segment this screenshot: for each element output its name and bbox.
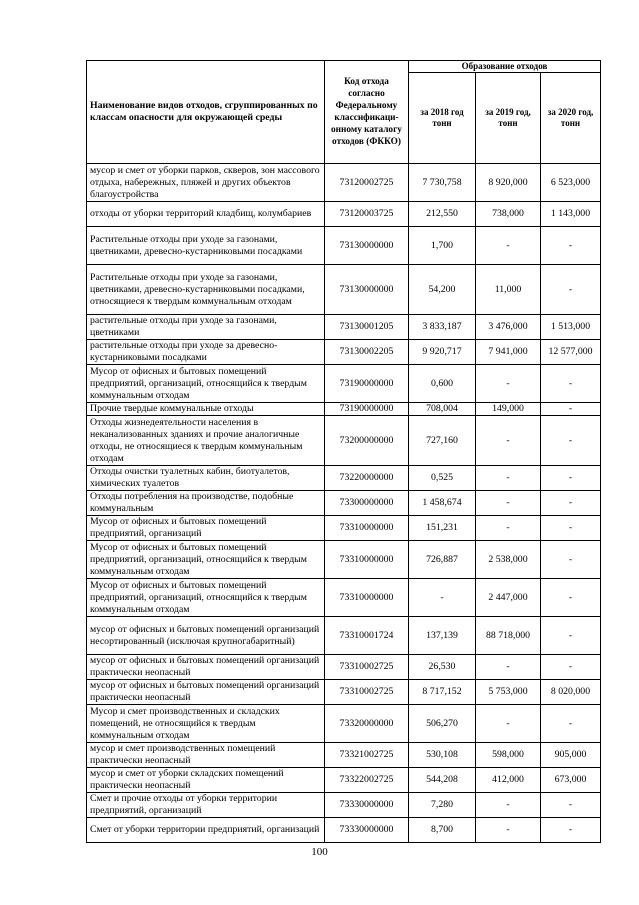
fkko-code-cell: 73120003725 <box>325 202 409 227</box>
value-2019-cell: - <box>476 491 541 516</box>
waste-name-cell: Смет от уборки территории предприятий, организаций <box>87 818 325 843</box>
value-2020-cell: - <box>541 227 601 265</box>
value-2018-cell: 137,139 <box>409 617 476 655</box>
value-2019-cell: 7 941,000 <box>476 340 541 365</box>
value-2020-cell: - <box>541 793 601 818</box>
value-2020-cell: - <box>541 579 601 617</box>
value-2020-cell: 12 577,000 <box>541 340 601 365</box>
value-2020-cell: - <box>541 403 601 416</box>
value-2020-cell: - <box>541 516 601 541</box>
waste-name-cell: мусор от офисных и бытовых помещений организаций несортированный (исключая крупногабаритный) <box>87 617 325 655</box>
table-row <box>87 416 601 466</box>
waste-name-cell: Мусор от офисных и бытовых помещений предприятий, организаций, относящийся к твердым коммунальным отходам <box>87 579 325 617</box>
value-2020-cell: 1 143,000 <box>541 202 601 227</box>
table-row <box>87 516 601 541</box>
waste-name-cell: Мусор от офисных и бытовых помещений предприятий, организаций <box>87 516 325 541</box>
fkko-code-cell: 73330000000 <box>325 793 409 818</box>
fkko-code-cell: 73310002725 <box>325 655 409 680</box>
table-row <box>87 579 601 617</box>
value-2019-cell: - <box>476 793 541 818</box>
value-2019-cell: - <box>476 655 541 680</box>
value-2019-cell: 5 753,000 <box>476 680 541 705</box>
fkko-code-cell: 73322002725 <box>325 768 409 793</box>
table-row <box>87 164 601 202</box>
waste-name-cell: Отходы очистки туалетных кабин, биотуалетов, химических туалетов <box>87 466 325 491</box>
value-2019-cell: - <box>476 818 541 843</box>
value-2018-cell: 544,208 <box>409 768 476 793</box>
value-2020-cell: 673,000 <box>541 768 601 793</box>
value-2020-cell: - <box>541 541 601 579</box>
value-2019-cell: 598,000 <box>476 743 541 768</box>
table-row <box>87 466 601 491</box>
value-2019-cell: 738,000 <box>476 202 541 227</box>
value-2018-cell: 3 833,187 <box>409 315 476 340</box>
table-row <box>87 818 601 843</box>
fkko-code-cell: 73320000000 <box>325 705 409 743</box>
value-2018-cell: - <box>409 579 476 617</box>
waste-name-cell: мусор и смет производственных помещений практически неопасный <box>87 743 325 768</box>
value-2019-cell: 412,000 <box>476 768 541 793</box>
value-2019-cell: 8 920,000 <box>476 164 541 202</box>
waste-name-cell: Отходы потребления на производстве, подобные коммунальным <box>87 491 325 516</box>
value-2019-cell: 2 538,000 <box>476 541 541 579</box>
value-2018-cell: 212,550 <box>409 202 476 227</box>
fkko-code-cell: 73190000000 <box>325 403 409 416</box>
value-2019-cell: - <box>476 416 541 466</box>
header-fkko-code: Код отхода согласно Федеральному классификаци-онному каталогу отходов (ФККО) <box>325 61 409 164</box>
value-2018-cell: 506,270 <box>409 705 476 743</box>
value-2019-cell: - <box>476 227 541 265</box>
table-row <box>87 680 601 705</box>
value-2018-cell: 7 730,758 <box>409 164 476 202</box>
value-2019-cell: - <box>476 705 541 743</box>
fkko-code-cell: 73310000000 <box>325 516 409 541</box>
value-2019-cell: 88 718,000 <box>476 617 541 655</box>
waste-name-cell: Прочие твердые коммунальные отходы <box>87 403 325 416</box>
table-row <box>87 315 601 340</box>
waste-name-cell: мусор от офисных и бытовых помещений организаций практически неопасный <box>87 655 325 680</box>
fkko-code-cell: 73300000000 <box>325 491 409 516</box>
value-2019-cell: 3 476,000 <box>476 315 541 340</box>
header-waste-name: Наименование видов отходов, сгруппированных по классам опасности для окружающей среды <box>87 61 325 164</box>
value-2019-cell: - <box>476 516 541 541</box>
fkko-code-cell: 73310001724 <box>325 617 409 655</box>
waste-name-cell: мусор и смет от уборки складских помещений практически неопасный <box>87 768 325 793</box>
table-row <box>87 617 601 655</box>
table-row <box>87 202 601 227</box>
waste-name-cell: отходы от уборки территорий кладбищ, колумбариев <box>87 202 325 227</box>
value-2020-cell: 905,000 <box>541 743 601 768</box>
value-2019-cell: 11,000 <box>476 265 541 315</box>
table-row <box>87 768 601 793</box>
fkko-code-cell: 73130000000 <box>325 227 409 265</box>
fkko-code-cell: 73130001205 <box>325 315 409 340</box>
header-year-2018: за 2018 год тонн <box>409 73 476 164</box>
fkko-code-cell: 73310000000 <box>325 579 409 617</box>
table-row <box>87 265 601 315</box>
header-waste-generation: Образование отходов <box>409 61 601 73</box>
waste-name-cell: Мусор от офисных и бытовых помещений предприятий, организаций, относящийся к твердым коммунальным отходам <box>87 541 325 579</box>
value-2018-cell: 26,530 <box>409 655 476 680</box>
fkko-code-cell: 73330000000 <box>325 818 409 843</box>
value-2020-cell: 6 523,000 <box>541 164 601 202</box>
value-2018-cell: 1 458,674 <box>409 491 476 516</box>
value-2020-cell: - <box>541 491 601 516</box>
value-2018-cell: 0,600 <box>409 365 476 403</box>
fkko-code-cell: 73321002725 <box>325 743 409 768</box>
value-2020-cell: - <box>541 416 601 466</box>
fkko-code-cell: 73120002725 <box>325 164 409 202</box>
waste-table <box>86 60 601 843</box>
header-year-2019: за 2019 год, тонн <box>476 73 541 164</box>
value-2019-cell: 149,000 <box>476 403 541 416</box>
fkko-code-cell: 73130002205 <box>325 340 409 365</box>
waste-name-cell: Мусор и смет производственных и складских помещений, не относящийся к твердым коммунальным отходам <box>87 705 325 743</box>
table-row <box>87 365 601 403</box>
value-2018-cell: 1,700 <box>409 227 476 265</box>
value-2020-cell: - <box>541 655 601 680</box>
table-row <box>87 403 601 416</box>
waste-name-cell: растительные отходы при уходе за древесно-кустарниковыми посадками <box>87 340 325 365</box>
value-2018-cell: 54,200 <box>409 265 476 315</box>
value-2018-cell: 708,004 <box>409 403 476 416</box>
value-2018-cell: 151,231 <box>409 516 476 541</box>
value-2019-cell: - <box>476 365 541 403</box>
value-2020-cell: - <box>541 705 601 743</box>
value-2018-cell: 0,525 <box>409 466 476 491</box>
header-year-2020: за 2020 год, тонн <box>541 73 601 164</box>
fkko-code-cell: 73130000000 <box>325 265 409 315</box>
fkko-code-cell: 73200000000 <box>325 416 409 466</box>
value-2018-cell: 8,700 <box>409 818 476 843</box>
waste-name-cell: Растительные отходы при уходе за газонами, цветниками, древесно-кустарниковыми посадками <box>87 227 325 265</box>
value-2020-cell: - <box>541 617 601 655</box>
value-2020-cell: - <box>541 818 601 843</box>
table-row <box>87 743 601 768</box>
value-2019-cell: 2 447,000 <box>476 579 541 617</box>
table-row <box>87 227 601 265</box>
page-number: 100 <box>311 846 328 858</box>
value-2018-cell: 726,887 <box>409 541 476 579</box>
waste-name-cell: растительные отходы при уходе за газонами, цветниками <box>87 315 325 340</box>
value-2018-cell: 9 920,717 <box>409 340 476 365</box>
waste-name-cell: Растительные отходы при уходе за газонами, цветниками, древесно-кустарниковыми посадками, относящиеся к твердым коммунальным отходам <box>87 265 325 315</box>
fkko-code-cell: 73190000000 <box>325 365 409 403</box>
value-2018-cell: 7,280 <box>409 793 476 818</box>
value-2018-cell: 8 717,152 <box>409 680 476 705</box>
value-2019-cell: - <box>476 466 541 491</box>
value-2018-cell: 530,108 <box>409 743 476 768</box>
fkko-code-cell: 73310000000 <box>325 541 409 579</box>
table-row <box>87 340 601 365</box>
value-2020-cell: - <box>541 466 601 491</box>
table-row <box>87 655 601 680</box>
waste-name-cell: Отходы жизнедеятельности населения в неканализованных зданиях и прочие аналогичные отходы, не относящиеся к твердым коммунальным отходам <box>87 416 325 466</box>
table-row <box>87 793 601 818</box>
table-row <box>87 705 601 743</box>
waste-name-cell: Мусор от офисных и бытовых помещений предприятий, организаций, относящийся к твердым коммунальным отходам <box>87 365 325 403</box>
value-2020-cell: 1 513,000 <box>541 315 601 340</box>
waste-name-cell: мусор от офисных и бытовых помещений организаций практически неопасный <box>87 680 325 705</box>
value-2020-cell: - <box>541 365 601 403</box>
value-2020-cell: - <box>541 265 601 315</box>
value-2020-cell: 8 020,000 <box>541 680 601 705</box>
fkko-code-cell: 73310002725 <box>325 680 409 705</box>
table-row <box>87 541 601 579</box>
waste-name-cell: Смет и прочие отходы от уборки территории предприятий, организаций <box>87 793 325 818</box>
table-row <box>87 491 601 516</box>
value-2018-cell: 727,160 <box>409 416 476 466</box>
fkko-code-cell: 73220000000 <box>325 466 409 491</box>
waste-name-cell: мусор и смет от уборки парков, скверов, зон массового отдыха, набережных, пляжей и других объектов благоустройства <box>87 164 325 202</box>
